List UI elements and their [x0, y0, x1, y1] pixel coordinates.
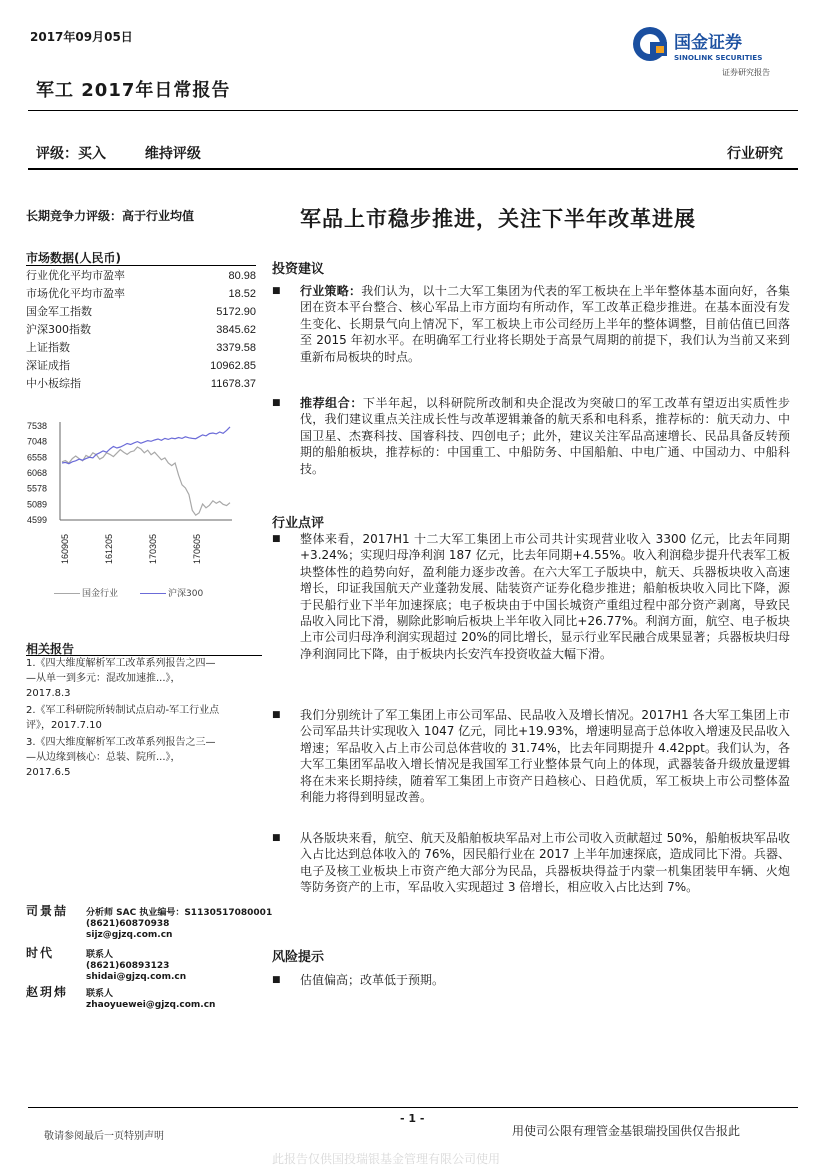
- main-title: 军品上市稳步推进，关注下半年改革进展: [300, 206, 696, 231]
- market-row-value: 18.52: [228, 288, 256, 300]
- related-report-line: —从单一到多元：混改加速推...》，: [26, 673, 181, 684]
- section-title-industry: 行业点评: [272, 516, 325, 531]
- bullet-icon: ■: [272, 286, 281, 296]
- related-report-line: 3.《四大维度解析军工改革系列报告之三—: [26, 737, 216, 748]
- related-report-line: 2017.8.3: [26, 688, 71, 699]
- market-row-label: 深证成指: [26, 359, 70, 372]
- rating-action: 维持评级: [144, 146, 201, 162]
- related-report-line: 2017.6.5: [26, 767, 71, 778]
- market-row-label: 市场优化平均市盈率: [26, 287, 125, 300]
- industry-paragraph: [272, 707, 790, 805]
- analyst-role: 联系人: [86, 989, 114, 999]
- analyst-phone: (8621)60893123: [86, 961, 170, 971]
- market-row-label: 国金军工指数: [26, 305, 92, 318]
- x-tick-label: 170305: [148, 533, 158, 564]
- y-tick-label: 4599: [27, 515, 48, 525]
- analyst-name: 司景喆: [26, 904, 69, 918]
- analyst-role: 联系人: [86, 950, 114, 960]
- market-row: [26, 375, 256, 393]
- analyst-phone: (8621)60870938: [86, 919, 170, 929]
- chart-legend: [54, 586, 203, 599]
- paragraph-text: 下半年起，以科研院所改制和央企混改为突破口的军工改革有望迈出实质性步伐，我们建议重点关注成长性与改革逻辑兼备的航天系和电科系，推荐标的：航天动力、中国卫星、杰赛科技、国睿科技、四创电子；此外，建议关注军品高速增长、民品具备反转预期的船舶板块，推荐标的：中国重工、中船防务、中国船舶、中电广通、中国动力、中船科技。: [300, 396, 790, 476]
- analyst-email[interactable]: shidai@gjzq.com.cn: [86, 972, 187, 982]
- market-row: [26, 357, 256, 375]
- related-report-line: 评》，2017.7.10: [26, 720, 102, 731]
- market-row: [26, 303, 256, 321]
- bullet-icon: ■: [272, 534, 281, 544]
- paragraph-text: 从各版块来看，航空、航天及船舶板块军品对上市公司收入贡献超过 50%，船舶板块军品收入占比达到总体收入的 76%，因民船行业在 2017 上半年加速探底，造成同比下滑。兵器、电子及核工业板块上市资产绝大部分为民品，兵器板块得益于内蒙一机集团装甲车辆、火炮等防务资产的上市，军品收入实现超过 3 倍增长，相应收入占比达到 7%。: [300, 831, 790, 895]
- section-title-risk: 风险提示: [272, 950, 325, 965]
- analyst-info: [86, 908, 272, 941]
- section-title-investment: 投资建议: [272, 262, 325, 277]
- logo-subtitle: 证券研究报告: [722, 68, 770, 77]
- market-row-value: 3845.62: [216, 324, 256, 336]
- y-tick-label: 5089: [27, 499, 48, 510]
- analyst-info: [86, 989, 215, 1011]
- paragraph-text: 我们认为，以十二大军工集团为代表的军工板块在上半年整体基本面向好，各集团在资本平台整合、核心军品上市方面均有所动作，军工改革正稳步推进。在基本面没有发生变化、长期景气向上情况下，军工板块上市公司经历上半年的整体调整，目前估值已回落至 2015 年初水平。在明确军工行业将长期处于高景气周期的前提下，我们认为当前又来到重新布局板块的时点。: [300, 284, 790, 364]
- analyst-name: 赵玥炜: [26, 985, 69, 999]
- header-divider-bottom: [28, 168, 798, 170]
- report-type: 行业研究: [727, 146, 783, 162]
- related-report-line: —从边缘到核心：总装、院所...》，: [26, 752, 181, 763]
- investment-strategy-paragraph: [272, 283, 790, 365]
- legend-label: 沪深300: [168, 589, 204, 599]
- market-row: [26, 321, 256, 339]
- paragraph-text: 估值偏高；改革低于预期。: [300, 973, 445, 987]
- y-tick-label: 6558: [27, 452, 48, 463]
- analyst-name: 时代: [26, 946, 55, 960]
- long-term-rating: 长期竞争力评级：高于行业均值: [26, 209, 195, 223]
- related-report-line: 2.《军工科研院所转制试点启动-军工行业点: [26, 705, 220, 716]
- paragraph-text: 我们分别统计了军工集团上市公司军品、民品收入及增长情况。2017H1 各大军工集团上市公司军品共计实现收入 1047 亿元，同比+19.93%，增速明显高于总体收入增速及民品收入增速；军品收入占上市公司总体营收的 31.74%，比去年同期提升 4.42ppt。我们认为，各大军工集团军品收入增长情况是我国军工行业整体景气向上的体现，武器装备升级放量逻辑将在未来长期持续，随着军工集团上市资产日趋核心、日趋优质，军工板块上市公司整体盈利能力将得到明显改善。: [300, 708, 790, 805]
- legend-swatch: [54, 593, 80, 594]
- related-reports-title: 相关报告: [26, 642, 75, 656]
- market-row-value: 80.98: [228, 270, 256, 282]
- market-row-label: 行业优化平均市盈率: [26, 269, 125, 282]
- paragraph-text: 整体来看，2017H1 十二大军工集团上市公司共计实现营业收入 3300 亿元，比去年同期+3.24%；实现归母净利润 187 亿元，比去年同期+4.55%。收入利润稳步提升代表军工板块整体性的趋势向好，盈利能力逐步改善。在六大军工子版块中，航天、兵器板块收入高速增长，印证我国航天产业蓬勃发展、陆装资产证券化稳步推进；船舶板块收入同比下降，源于民船行业下半年加速探底；电子板块由于中国长城资产重组过程中部分资产剥离，导致民品收入同比下滑，剔除此影响后板块上半年收入同比+26.77%。利润方面，航空、电子板块上市公司归母净利润实现超过 20%的同比增长，显示行业军民融合成果显著；兵器板块归母净利润同比下降，由于板块内长安汽车投资收益大幅下滑。: [300, 532, 790, 661]
- watermark-text: 此报告仅供国投瑞银基金管理有限公司使用: [272, 1152, 501, 1166]
- series-line-hs300: [62, 427, 230, 464]
- industry-paragraph: [272, 830, 790, 896]
- market-data-divider: [26, 265, 256, 266]
- related-report-item[interactable]: [26, 703, 262, 733]
- analyst-card: [26, 987, 266, 1021]
- legend-item: [140, 586, 203, 599]
- footer-right-text: 用使司公限有理管金基银瑞投国供仅告报此: [512, 1124, 741, 1138]
- legend-swatch: [140, 593, 166, 594]
- y-tick-label: 6068: [27, 468, 48, 479]
- market-row-value: 10962.85: [210, 360, 256, 372]
- header-divider-top: [28, 110, 798, 111]
- logo-en-text: SINOLINK SECURITIES: [674, 53, 763, 62]
- market-row: [26, 285, 256, 303]
- report-date: 2017年09月05日: [30, 30, 133, 44]
- logo-cn-text: 国金证券: [674, 33, 742, 53]
- bullet-icon: ■: [272, 833, 281, 843]
- related-report-line: 1.《四大维度解析军工改革系列报告之四—: [26, 658, 216, 669]
- legend-item: [54, 586, 118, 599]
- market-data-title: 市场数据(人民币): [26, 251, 121, 265]
- market-data-table: [26, 267, 256, 393]
- related-reports-list: [26, 656, 262, 782]
- analyst-email[interactable]: sijz@gjzq.com.cn: [86, 930, 173, 940]
- analyst-email[interactable]: zhaoyuewei@gjzq.com.cn: [86, 1000, 216, 1010]
- related-report-item[interactable]: [26, 656, 262, 701]
- market-row-label: 上证指数: [26, 341, 70, 354]
- market-row-value: 3379.58: [216, 342, 256, 354]
- related-report-item[interactable]: [26, 735, 262, 780]
- x-tick-label: 161205: [104, 533, 114, 564]
- rating-row: [36, 143, 201, 163]
- y-tick-label: 7048: [27, 436, 48, 447]
- bullet-icon: ■: [272, 398, 281, 408]
- index-chart: [26, 414, 242, 614]
- series-line-guojin-industry: [62, 447, 230, 515]
- risk-paragraph: [272, 972, 790, 988]
- market-row-value: 11678.37: [210, 378, 256, 390]
- footer-notice: 敬请参阅最后一页特别声明: [44, 1131, 164, 1142]
- analyst-card: [26, 904, 273, 950]
- market-row: [26, 267, 256, 285]
- bullet-icon: ■: [272, 710, 281, 720]
- x-tick-label: 170605: [192, 533, 202, 564]
- market-row-label: 中小板综指: [26, 377, 81, 390]
- analyst-info: [86, 950, 186, 983]
- index-chart-svg: [26, 414, 242, 584]
- legend-label: 国金行业: [82, 589, 119, 599]
- paragraph-label: 推荐组合：: [300, 396, 363, 410]
- report-series-title: 军工 2017年日常报告: [36, 80, 231, 101]
- footer-divider: [28, 1107, 798, 1108]
- page-number: - 1 -: [400, 1112, 425, 1125]
- market-row: [26, 339, 256, 357]
- bullet-icon: ■: [272, 975, 281, 985]
- market-row-value: 5172.90: [216, 306, 256, 318]
- recommended-portfolio-paragraph: [272, 395, 790, 477]
- y-tick-label: 7538: [27, 421, 48, 431]
- analyst-sac: 分析师 SAC 执业编号：S1130517080001: [86, 908, 273, 918]
- market-row-label: 沪深300指数: [26, 323, 91, 336]
- rating-label: 评级：买入: [36, 146, 106, 162]
- paragraph-label: 行业策略：: [300, 284, 362, 298]
- x-tick-label: 160905: [60, 533, 70, 564]
- industry-paragraph: [272, 531, 790, 662]
- y-tick-label: 5578: [27, 483, 48, 494]
